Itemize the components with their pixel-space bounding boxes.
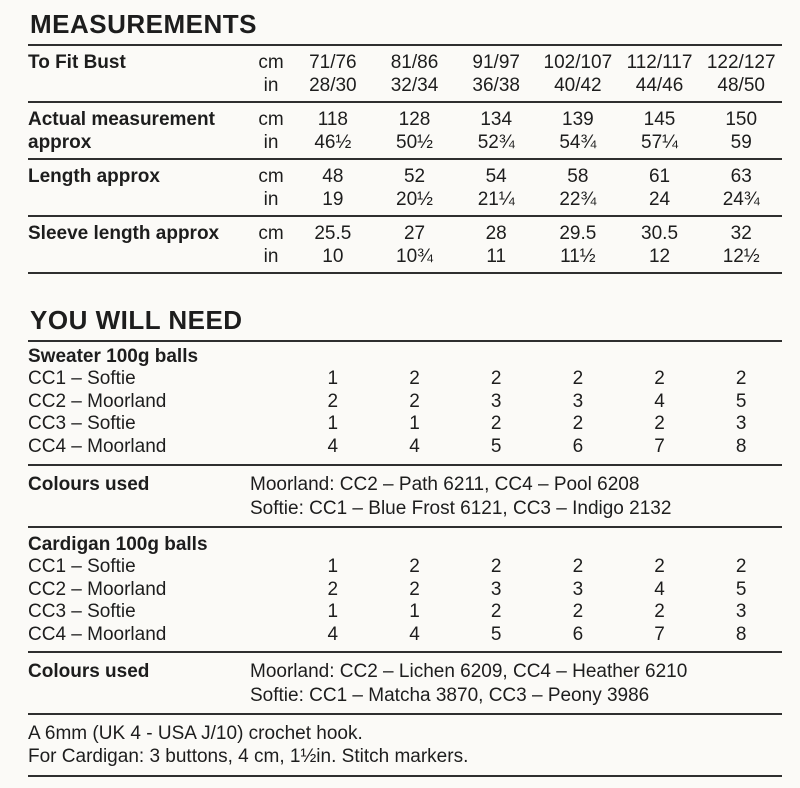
yarn-label: CC3 – Softie: [28, 413, 136, 434]
size-cell: 118 46½: [314, 109, 352, 153]
colours-used-label: Colours used: [28, 474, 150, 495]
yarn-label: CC4 – Moorland: [28, 435, 167, 457]
row-label: Sleeve length approx: [28, 223, 220, 244]
colours-used-value: Moorland: CC2 – Lichen 6209, CC4 – Heather 6210 Softie: CC1 – Matcha 3870, CC3 – Peony 3986: [250, 661, 688, 706]
cardigan-note: For Cardigan: 3 buttons, 4 cm, 1½in. Stitch markers.: [28, 746, 469, 767]
size-cell: 145 57¼: [641, 109, 679, 153]
unit-cm: cm: [258, 52, 284, 73]
table-row: [28, 158, 782, 215]
unit-in: in: [263, 132, 279, 153]
unit-column: [250, 51, 292, 97]
size-cell: 32 12½: [722, 223, 760, 267]
measurements-title: MEASUREMENTS: [30, 9, 258, 39]
pattern-sheet: [28, 10, 782, 777]
size-cell: 91/97 36/38: [472, 52, 520, 96]
size-cell: 63 24¾: [722, 166, 760, 210]
you-will-need-title: YOU WILL NEED: [30, 305, 243, 335]
table-row: CC3 – Softie 1 1 2 2 2 3: [28, 601, 747, 622]
unit-in: in: [263, 75, 279, 96]
sweater-colours-used: [28, 464, 782, 526]
cardigan-colours-used: [28, 651, 782, 713]
size-cell: 52 20½: [396, 166, 433, 210]
yarn-label: CC4 – Moorland: [28, 623, 167, 645]
size-cell: 30.5 12: [641, 223, 679, 267]
yarn-label: CC2 – Moorland: [28, 578, 167, 600]
cardigan-balls-table: [28, 526, 782, 651]
measurements-table: [28, 44, 782, 274]
yarn-label: CC1 – Softie: [28, 368, 136, 389]
size-cell: 48 19: [322, 166, 344, 210]
table-row: CC3 – Softie 1 1 2 2 2 3: [28, 413, 747, 434]
table-row: CC2 – Moorland 2 2 3 3 4 5: [28, 390, 747, 412]
table-row: CC4 – Moorland 4 4 5 6 7 8: [28, 623, 747, 645]
yarn-label: CC1 – Softie: [28, 556, 136, 577]
notions-notes: [28, 713, 782, 777]
size-cell: 150 59: [725, 109, 758, 153]
hook-note: A 6mm (UK 4 - USA J/10) crochet hook.: [28, 723, 363, 744]
size-cell: 28 11: [485, 223, 507, 267]
unit-column: [250, 165, 292, 211]
table-row: [28, 101, 782, 158]
size-cell: 71/76 28/30: [309, 52, 357, 96]
row-label: Length approx: [28, 166, 160, 187]
size-cell: 58 22¾: [559, 166, 597, 210]
size-cell: 25.5 10: [314, 223, 352, 267]
size-cell: 102/107 40/42: [543, 52, 613, 96]
table-row: CC1 – Softie 1 2 2 2 2 2: [28, 368, 747, 389]
size-cell: 54 21¼: [477, 166, 515, 210]
unit-in: in: [263, 246, 279, 267]
size-cell: 29.5 11½: [559, 223, 597, 267]
unit-column: [250, 222, 292, 268]
size-cell: 112/117 44/46: [626, 52, 693, 96]
table-row: CC4 – Moorland 4 4 5 6 7 8: [28, 435, 747, 457]
sweater-balls-header: Sweater 100g balls: [28, 346, 199, 367]
table-row: [28, 215, 782, 272]
size-cell: 61 24: [648, 166, 671, 210]
unit-cm: cm: [258, 223, 284, 244]
row-label: To Fit Bust: [28, 52, 126, 73]
size-cell: 139 54¾: [559, 109, 597, 153]
size-cell: 128 50½: [396, 109, 433, 153]
sweater-balls-table: [28, 340, 782, 464]
colours-used-value: Moorland: CC2 – Path 6211, CC4 – Pool 6208 Softie: CC1 – Blue Frost 6121, CC3 – Indigo 2132: [250, 474, 672, 519]
colours-used-label: Colours used: [28, 661, 150, 682]
cardigan-balls-header: Cardigan 100g balls: [28, 534, 208, 555]
table-row: CC2 – Moorland 2 2 3 3 4 5: [28, 578, 747, 600]
table-row: CC1 – Softie 1 2 2 2 2 2: [28, 556, 747, 577]
table-row: [28, 44, 782, 101]
row-label: Actual measurement approx: [28, 109, 215, 153]
size-cell: 122/127 48/50: [706, 52, 776, 96]
unit-column: [250, 108, 292, 154]
unit-cm: cm: [258, 166, 284, 187]
yarn-label: CC3 – Softie: [28, 601, 136, 622]
size-cell: 27 10¾: [396, 223, 433, 267]
unit-in: in: [263, 189, 279, 210]
size-cell: 81/86 32/34: [390, 52, 439, 96]
size-cell: 134 52¾: [477, 109, 515, 153]
unit-cm: cm: [258, 109, 284, 130]
yarn-label: CC2 – Moorland: [28, 390, 167, 412]
